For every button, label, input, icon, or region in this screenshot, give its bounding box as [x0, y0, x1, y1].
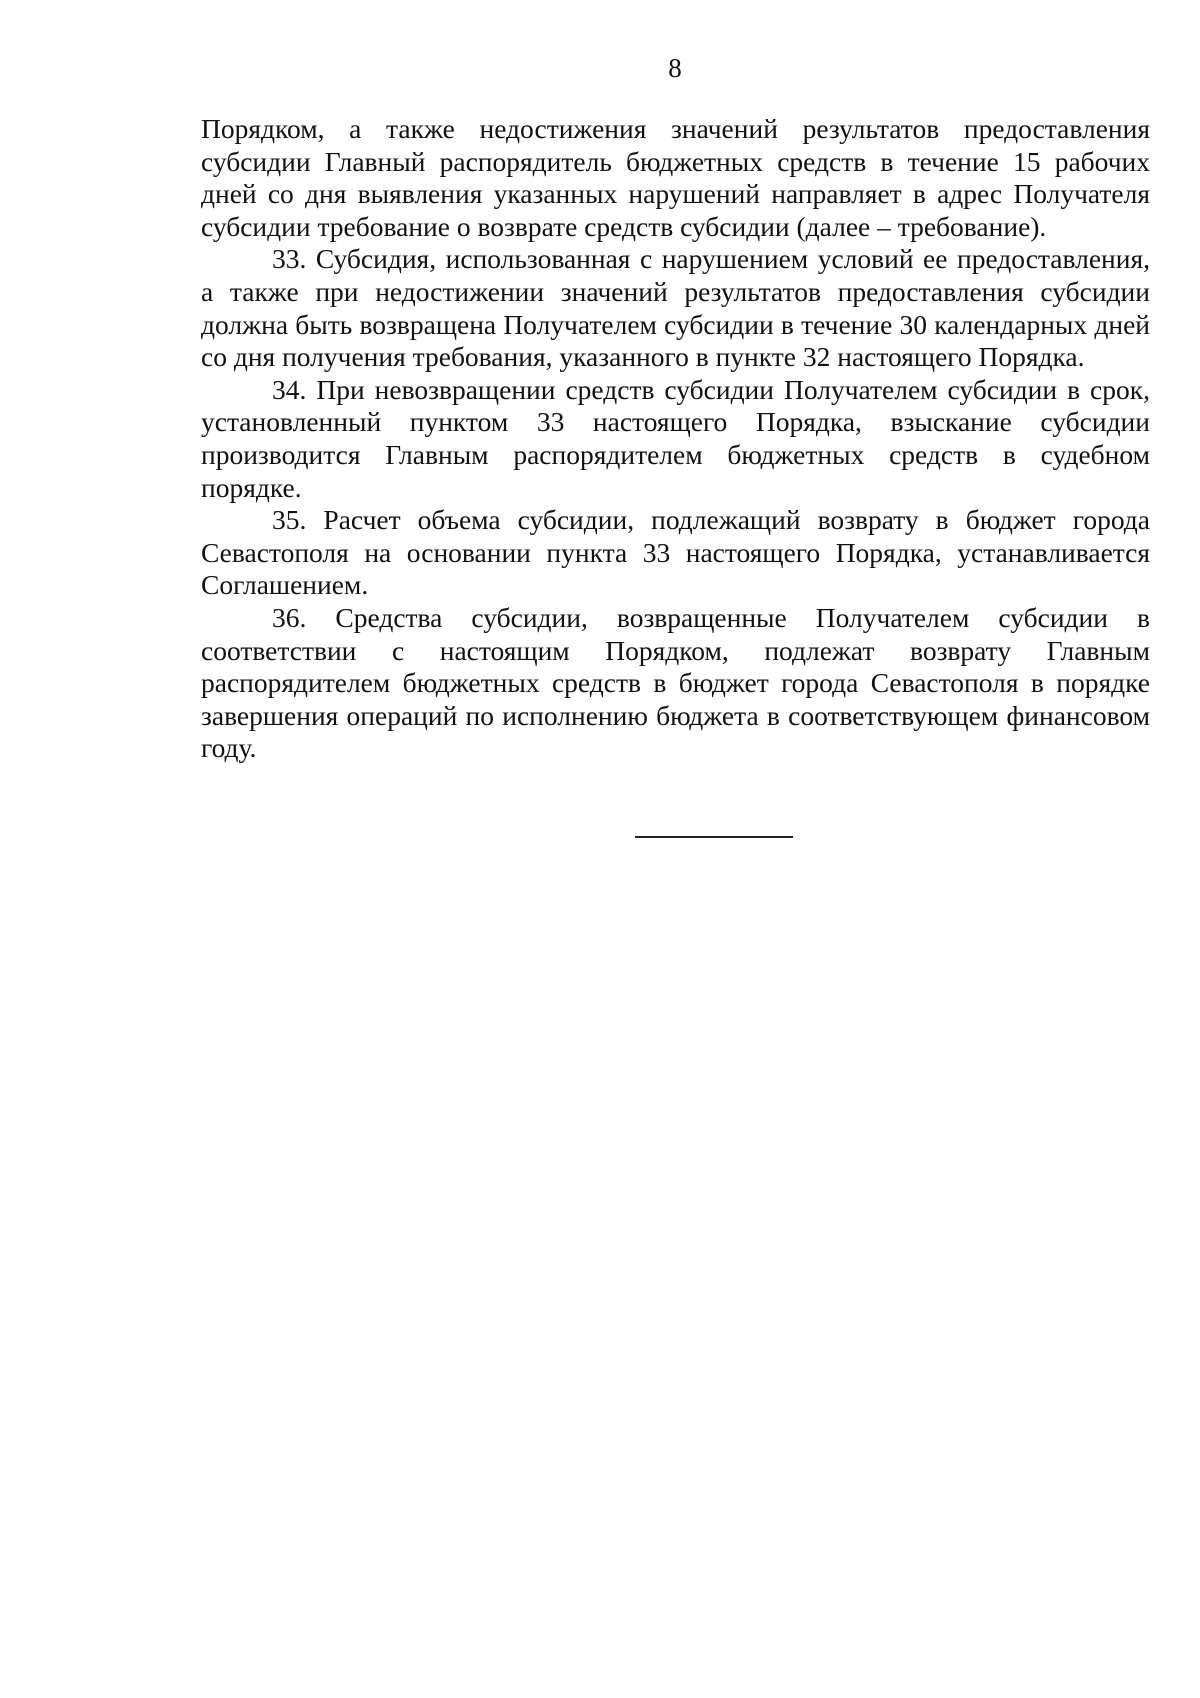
end-of-document-rule	[635, 836, 793, 838]
paragraph-continuation: Порядком, а также недостижения значений результатов предоставления субсидии Главный распорядитель бюджетных средств в течение 15 рабочих дней со дня выявления указанных нарушений направляет в адрес Получателя субсидии требование о возврате средств субсидии (далее – требование).	[201, 113, 1150, 242]
paragraph-34: 34. При невозвращении средств субсидии Получателем субсидии в срок, установленный пунктом 33 настоящего Порядка, взыскание субсидии производится Главным распорядителем бюджетных средств в судебном порядке.	[201, 373, 1150, 503]
paragraph-33: 33. Субсидия, использованная с нарушением условий ее предоставления, а также при недостижении значений результатов предоставления субсидии должна быть возвращена Получателем субсидии в течение 30 календарных дней со дня получения требования, указанного в пункте 32 настоящего Порядка.	[201, 243, 1150, 373]
paragraph-35: 35. Расчет объема субсидии, подлежащий возврату в бюджет города Севастополя на основании пункта 33 настоящего Порядка, устанавливается Соглашением.	[201, 504, 1150, 601]
paragraph-36: 36. Средства субсидии, возвращенные Получателем субсидии в соответствии с настоящим Порядком, подлежат возврату Главным распорядителем бюджетных средств в бюджет города Севастополя в порядке завершения операций по исполнению бюджета в соответствующем финансовом году.	[201, 601, 1150, 764]
page-number: 8	[668, 53, 682, 83]
document-body	[201, 113, 1150, 765]
